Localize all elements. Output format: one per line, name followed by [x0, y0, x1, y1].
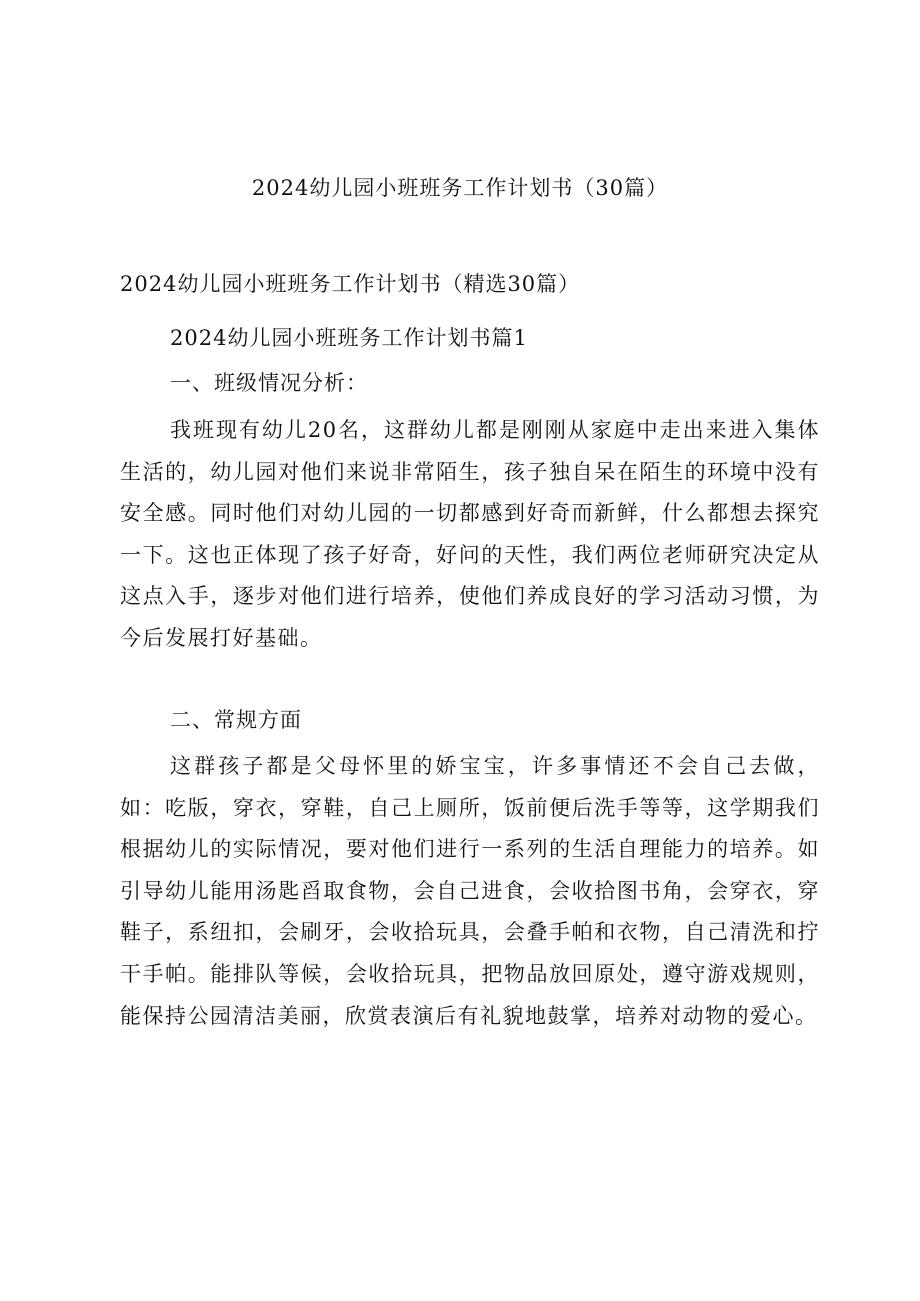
section-heading-class-analysis: 一、班级情况分析：: [170, 371, 368, 395]
chapter-title: 2024幼儿园小班班务工作计划书篇1: [170, 326, 528, 350]
paragraph-class-analysis: 我班现有幼儿20名，这群幼儿都是刚刚从家庭中走出来进入集体生活的，幼儿园对他们来说非常陌生，孩子独自呆在陌生的环境中没有安全感。同时他们对幼儿园的一切都感到好奇而新鲜，什么都想去探究一下。这也正体现了孩子好奇，好问的天性，我们两位老师研究决定从这点入手，逐步对他们进行培养，使他们养成良好的学习活动习惯，为今后发展打好基础。: [120, 418, 820, 650]
document-subtitle: 2024幼儿园小班班务工作计划书（精选30篇）: [120, 272, 581, 296]
section-heading-routine: 二、常规方面: [170, 708, 302, 732]
document-title: 2024幼儿园小班班务工作计划书（30篇）: [251, 176, 669, 200]
paragraph-routine: 这群孩子都是父母怀里的娇宝宝，许多事情还不会自己去做，如：吃版，穿衣，穿鞋，自己上厕所，饭前便后洗手等等，这学期我们根据幼儿的实际情况，要对他们进行一系列的生活自理能力的培养。如引导幼儿能用汤匙舀取食物，会自己进食，会收拾图书角，会穿衣，穿鞋子，系纽扣，会刷牙，会收拾玩具，会叠手帕和衣物，自己清洗和拧干手帕。能排队等候，会收拾玩具，把物品放回原处，遵守游戏规则，能保持公园清洁美丽，欣赏表演后有礼貌地鼓掌，培养对动物的爱心。: [120, 754, 820, 1028]
